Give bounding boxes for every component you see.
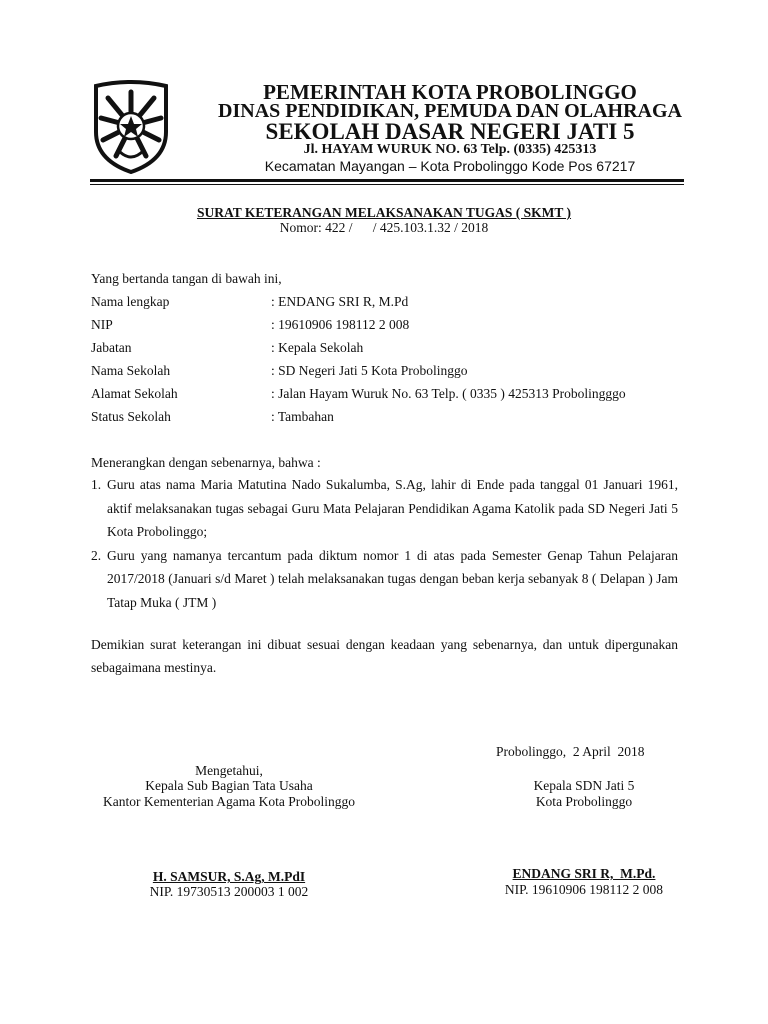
statement-list (91, 473, 678, 614)
left-signature-heading: Mengetahui, (195, 763, 263, 778)
closing-paragraph: Demikian surat keterangan ini dibuat sesuai dengan keadaan yang sebenarnya, dan untuk dipergunakan sebagaimana mestinya. (91, 637, 678, 675)
field-value-address: : Jalan Hayam Wuruk No. 63 Telp. ( 0335 ) 425313 Probolingggo (271, 386, 626, 401)
letterhead-school: SEKOLAH DASAR NEGERI JATI 5 (265, 119, 635, 144)
letterhead-divider-thin (90, 184, 684, 185)
list-item-number: 1. (91, 477, 102, 492)
field-value-position: : Kepala Sekolah (271, 340, 364, 355)
list-item-text: Guru yang namanya tercantum pada diktum nomor 1 di atas pada Semester Genap Tahun Pelajaran 2017/2018 (Januari s/d Maret ) telah melaksanakan tugas dengan beban kerja sebanyak 8 ( Delapan ) Jam Tatap Muka ( JTM ) (107, 547, 678, 610)
place-date: Probolinggo, 2 April 2018 (496, 744, 645, 759)
letter-number: Nomor: 422 / / 425.103.1.32 / 2018 (279, 220, 489, 235)
letterhead-divider-thick (90, 179, 684, 182)
field-label-nip: NIP (91, 317, 113, 332)
field-label-address: Alamat Sekolah (91, 386, 178, 401)
letterhead-department: DINAS PENDIDIKAN, PEMUDA DAN OLAHRAGA (218, 100, 682, 122)
intro-text: Yang bertanda tangan di bawah ini, (91, 271, 282, 286)
right-signature-nip: NIP. 19610906 198112 2 008 (504, 882, 664, 897)
right-signature-name: ENDANG SRI R, M.Pd. (512, 866, 656, 881)
left-signature-position: Kepala Sub Bagian Tata Usaha (145, 778, 313, 793)
field-value-nip: : 19610906 198112 2 008 (271, 317, 410, 332)
letterhead-government: PEMERINTAH KOTA PROBOLINGGO (263, 80, 637, 104)
list-item (91, 473, 678, 544)
left-signature-nip: NIP. 19730513 200003 1 002 (149, 884, 309, 899)
left-signature-name: H. SAMSUR, S.Ag, M.PdI (152, 869, 306, 884)
field-label-school: Nama Sekolah (91, 363, 171, 378)
letter-title: SURAT KETERANGAN MELAKSANAKAN TUGAS ( SKMT ) (196, 205, 572, 220)
field-value-school: : SD Negeri Jati 5 Kota Probolinggo (271, 363, 468, 378)
left-signature-office: Kantor Kementerian Agama Kota Probolinggo (103, 794, 355, 809)
list-item (91, 544, 678, 615)
field-value-name: : ENDANG SRI R, M.Pd (271, 294, 409, 309)
list-item-number: 2. (91, 547, 102, 563)
field-value-status: : Tambahan (271, 409, 334, 424)
list-item-text: Guru atas nama Maria Matutina Nado Sukalumba, S.Ag, lahir di Ende pada tanggal 01 Januari 1961, aktif melaksanakan tugas sebagai Guru Mata Pelajaran Pendidikan Agama Katolik pada SD Negeri Jati 5 Kota Probolinggo; (107, 477, 678, 539)
field-label-status: Status Sekolah (91, 409, 171, 424)
field-label-name: Nama lengkap (91, 294, 170, 309)
statement-intro: Menerangkan dengan sebenarnya, bahwa : (91, 455, 321, 470)
letterhead-address: Jl. HAYAM WURUK NO. 63 Telp. (0335) 425313 (303, 142, 597, 157)
right-signature-position: Kepala SDN Jati 5 (533, 778, 635, 793)
right-signature-school: Kota Probolinggo (535, 794, 633, 809)
field-label-position: Jabatan (91, 340, 132, 355)
letterhead-district: Kecamatan Mayangan – Kota Probolinggo Kode Pos 67217 (264, 158, 636, 174)
